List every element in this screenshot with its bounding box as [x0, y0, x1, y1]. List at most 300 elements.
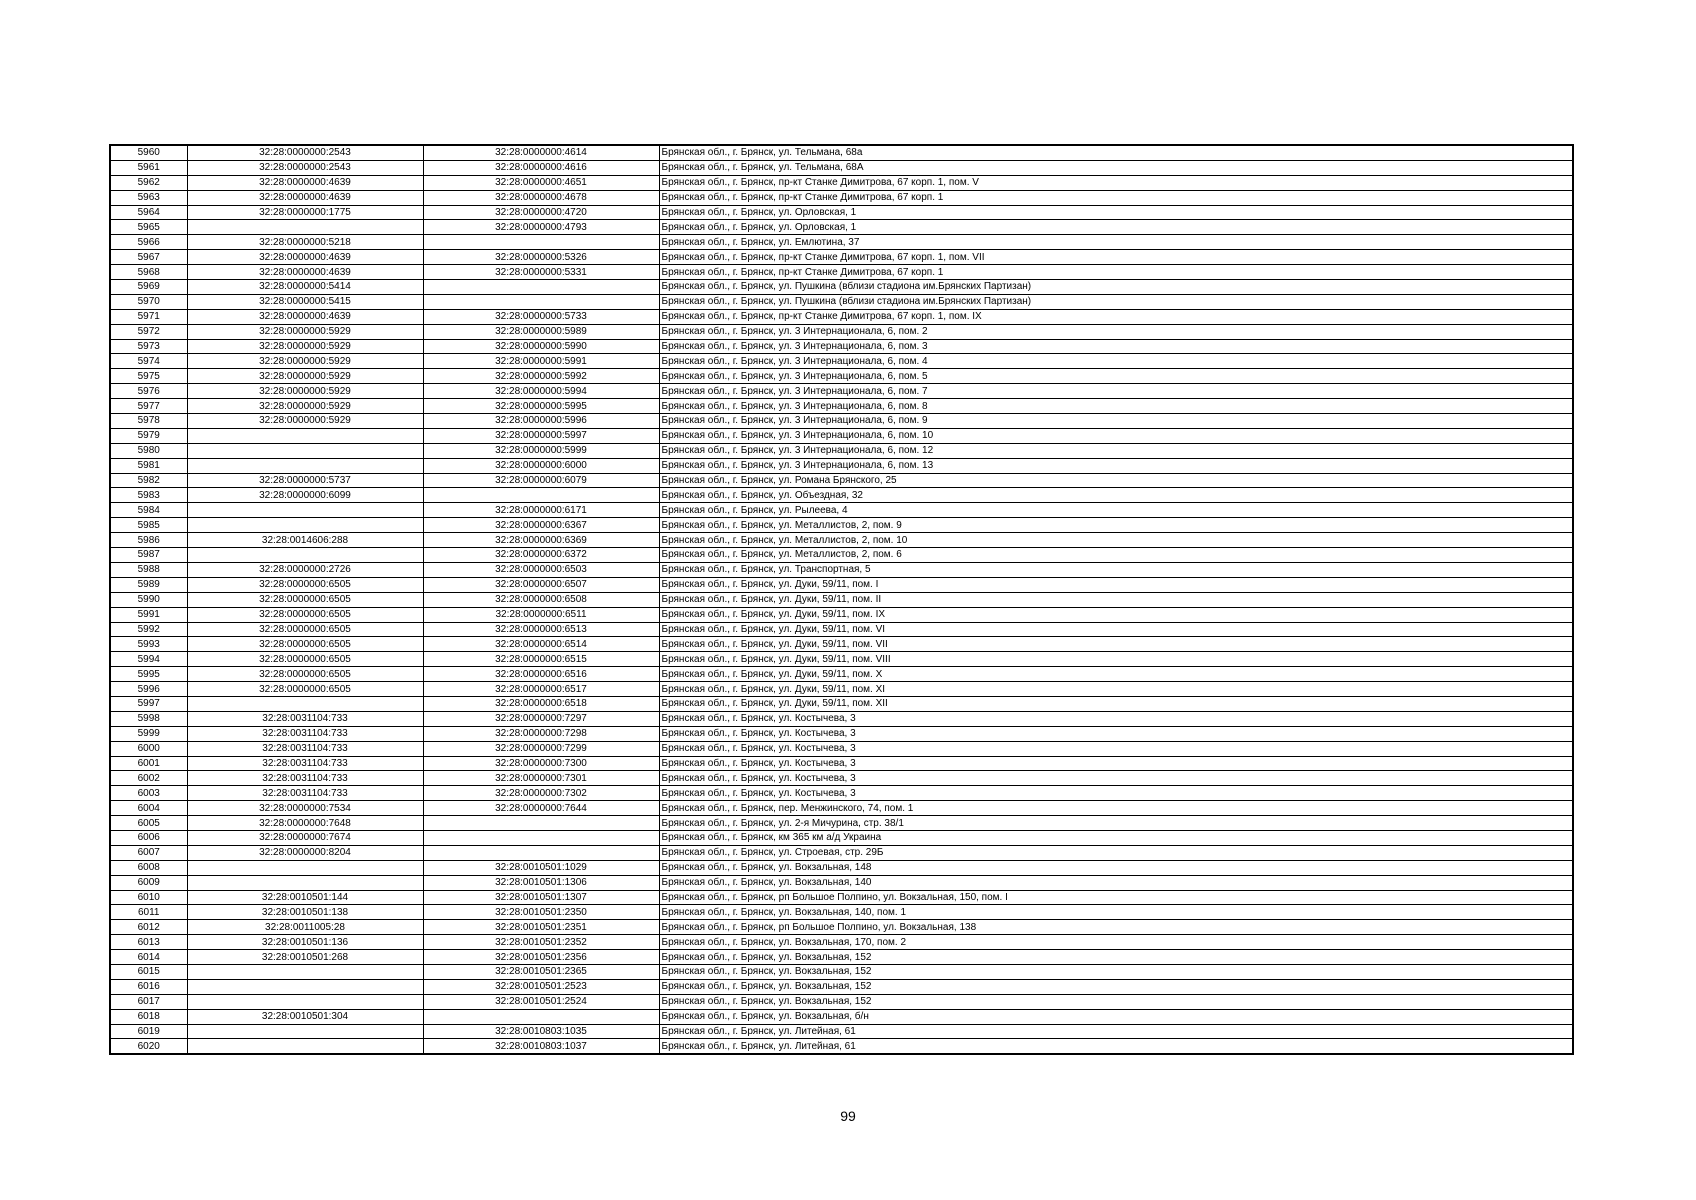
- table-row: [110, 548, 1573, 563]
- cadastral-number-cell: 32:28:0000000:6372: [423, 548, 659, 563]
- address-cell: Брянская обл., г. Брянск, ул. Емлютина, 37: [659, 235, 1573, 250]
- row-number-cell: 6016: [110, 979, 187, 994]
- parent-cadastral-number-cell: [187, 458, 423, 473]
- row-number-cell: 6013: [110, 935, 187, 950]
- table-row: [110, 711, 1573, 726]
- table-row: [110, 935, 1573, 950]
- address-cell: Брянская обл., г. Брянск, ул. Дуки, 59/11, пом. XI: [659, 682, 1573, 697]
- parent-cadastral-number-cell: 32:28:0031104:733: [187, 711, 423, 726]
- table-row: [110, 160, 1573, 175]
- address-cell: Брянская обл., г. Брянск, ул. Металлистов, 2, пом. 6: [659, 548, 1573, 563]
- cadastral-number-cell: 32:28:0000000:5996: [423, 414, 659, 429]
- row-number-cell: 5990: [110, 592, 187, 607]
- parent-cadastral-number-cell: [187, 860, 423, 875]
- address-cell: Брянская обл., г. Брянск, ул. Вокзальная, 140: [659, 875, 1573, 890]
- row-number-cell: 6015: [110, 964, 187, 979]
- row-number-cell: 5966: [110, 235, 187, 250]
- cadastral-number-cell: 32:28:0000000:5733: [423, 309, 659, 324]
- table-row: [110, 994, 1573, 1009]
- table-row: [110, 622, 1573, 637]
- cadastral-number-cell: 32:28:0010501:2351: [423, 920, 659, 935]
- table-row: [110, 443, 1573, 458]
- table-row: [110, 1009, 1573, 1024]
- address-cell: Брянская обл., г. Брянск, ул. Рылеева, 4: [659, 503, 1573, 518]
- table-row: [110, 890, 1573, 905]
- cadastral-number-cell: [423, 830, 659, 845]
- address-cell: Брянская обл., г. Брянск, ул. Вокзальная, 152: [659, 994, 1573, 1009]
- parent-cadastral-number-cell: 32:28:0000000:6505: [187, 652, 423, 667]
- table-row: [110, 235, 1573, 250]
- address-cell: Брянская обл., г. Брянск, ул. Литейная, 61: [659, 1039, 1573, 1054]
- parent-cadastral-number-cell: 32:28:0000000:4639: [187, 175, 423, 190]
- parent-cadastral-number-cell: 32:28:0000000:6505: [187, 577, 423, 592]
- address-cell: Брянская обл., г. Брянск, ул. Металлистов, 2, пом. 9: [659, 518, 1573, 533]
- row-number-cell: 5975: [110, 369, 187, 384]
- address-cell: Брянская обл., г. Брянск, ул. 3 Интернационала, 6, пом. 9: [659, 414, 1573, 429]
- row-number-cell: 5984: [110, 503, 187, 518]
- row-number-cell: 5970: [110, 294, 187, 309]
- address-cell: Брянская обл., г. Брянск, ул. Дуки, 59/11, пом. X: [659, 667, 1573, 682]
- table-row: [110, 428, 1573, 443]
- cadastral-number-cell: 32:28:0000000:4651: [423, 175, 659, 190]
- row-number-cell: 5985: [110, 518, 187, 533]
- table-row: [110, 503, 1573, 518]
- table-row: [110, 1024, 1573, 1039]
- table-row: [110, 1039, 1573, 1054]
- cadastral-number-cell: 32:28:0010501:2352: [423, 935, 659, 950]
- parent-cadastral-number-cell: 32:28:0000000:6505: [187, 592, 423, 607]
- cadastral-number-cell: 32:28:0000000:6079: [423, 473, 659, 488]
- cadastral-number-cell: 32:28:0000000:5999: [423, 443, 659, 458]
- parent-cadastral-number-cell: [187, 979, 423, 994]
- cadastral-number-cell: 32:28:0010501:1029: [423, 860, 659, 875]
- table-row: [110, 786, 1573, 801]
- parent-cadastral-number-cell: 32:28:0000000:2543: [187, 160, 423, 175]
- cadastral-number-cell: 32:28:0000000:6369: [423, 533, 659, 548]
- table-row: [110, 458, 1573, 473]
- table-row: [110, 682, 1573, 697]
- address-cell: Брянская обл., г. Брянск, ул. 3 Интернационала, 6, пом. 7: [659, 384, 1573, 399]
- address-cell: Брянская обл., г. Брянск, пр-кт Станке Димитрова, 67 корп. 1: [659, 190, 1573, 205]
- parent-cadastral-number-cell: 32:28:0000000:7534: [187, 801, 423, 816]
- table-row: [110, 696, 1573, 711]
- parent-cadastral-number-cell: 32:28:0010501:268: [187, 950, 423, 965]
- cadastral-number-cell: 32:28:0000000:5992: [423, 369, 659, 384]
- cadastral-number-cell: 32:28:0000000:5991: [423, 354, 659, 369]
- parent-cadastral-number-cell: [187, 518, 423, 533]
- table-row: [110, 875, 1573, 890]
- table-row: [110, 652, 1573, 667]
- parent-cadastral-number-cell: 32:28:0000000:7674: [187, 830, 423, 845]
- address-cell: Брянская обл., г. Брянск, ул. Вокзальная, 152: [659, 964, 1573, 979]
- cadastral-number-cell: 32:28:0000000:6367: [423, 518, 659, 533]
- row-number-cell: 5978: [110, 414, 187, 429]
- address-cell: Брянская обл., г. Брянск, ул. Пушкина (вблизи стадиона им.Брянских Партизан): [659, 294, 1573, 309]
- cadastral-number-cell: 32:28:0000000:6171: [423, 503, 659, 518]
- address-cell: Брянская обл., г. Брянск, ул. Вокзальная, 148: [659, 860, 1573, 875]
- parent-cadastral-number-cell: 32:28:0000000:5929: [187, 414, 423, 429]
- row-number-cell: 5960: [110, 145, 187, 160]
- cadastral-number-cell: 32:28:0000000:6518: [423, 696, 659, 711]
- cadastral-number-cell: [423, 1009, 659, 1024]
- parent-cadastral-number-cell: 32:28:0031104:733: [187, 756, 423, 771]
- table-row: [110, 830, 1573, 845]
- address-cell: Брянская обл., г. Брянск, ул. 3 Интернационала, 6, пом. 8: [659, 399, 1573, 414]
- cadastral-number-cell: 32:28:0000000:6513: [423, 622, 659, 637]
- cadastral-number-cell: 32:28:0000000:7301: [423, 771, 659, 786]
- row-number-cell: 6014: [110, 950, 187, 965]
- table-row: [110, 741, 1573, 756]
- parent-cadastral-number-cell: [187, 428, 423, 443]
- row-number-cell: 5980: [110, 443, 187, 458]
- parent-cadastral-number-cell: [187, 696, 423, 711]
- row-number-cell: 5962: [110, 175, 187, 190]
- parent-cadastral-number-cell: 32:28:0011005:28: [187, 920, 423, 935]
- parent-cadastral-number-cell: 32:28:0000000:5929: [187, 384, 423, 399]
- cadastral-number-cell: 32:28:0000000:5994: [423, 384, 659, 399]
- row-number-cell: 5977: [110, 399, 187, 414]
- row-number-cell: 5968: [110, 265, 187, 280]
- address-cell: Брянская обл., г. Брянск, ул. Пушкина (вблизи стадиона им.Брянских Партизан): [659, 280, 1573, 295]
- row-number-cell: 6003: [110, 786, 187, 801]
- cadastral-number-cell: 32:28:0000000:7300: [423, 756, 659, 771]
- cadastral-number-cell: 32:28:0000000:6503: [423, 562, 659, 577]
- parent-cadastral-number-cell: [187, 443, 423, 458]
- row-number-cell: 5965: [110, 220, 187, 235]
- parent-cadastral-number-cell: 32:28:0010501:144: [187, 890, 423, 905]
- parent-cadastral-number-cell: [187, 1024, 423, 1039]
- cadastral-number-cell: 32:28:0000000:4678: [423, 190, 659, 205]
- parent-cadastral-number-cell: 32:28:0031104:733: [187, 771, 423, 786]
- cadastral-number-cell: 32:28:0000000:4614: [423, 145, 659, 160]
- address-cell: Брянская обл., г. Брянск, ул. 3 Интернационала, 6, пом. 10: [659, 428, 1573, 443]
- table-row: [110, 220, 1573, 235]
- address-cell: Брянская обл., г. Брянск, ул. Литейная, 61: [659, 1024, 1573, 1039]
- table-row: [110, 190, 1573, 205]
- table-row: [110, 145, 1573, 160]
- table-row: [110, 562, 1573, 577]
- row-number-cell: 5998: [110, 711, 187, 726]
- parent-cadastral-number-cell: 32:28:0000000:2543: [187, 145, 423, 160]
- address-cell: Брянская обл., г. Брянск, ул. Вокзальная, б/н: [659, 1009, 1573, 1024]
- row-number-cell: 5989: [110, 577, 187, 592]
- cadastral-number-cell: [423, 294, 659, 309]
- cadastral-number-cell: 32:28:0000000:5331: [423, 265, 659, 280]
- table-row: [110, 756, 1573, 771]
- cadastral-number-cell: 32:28:0010803:1037: [423, 1039, 659, 1054]
- address-cell: Брянская обл., г. Брянск, ул. Дуки, 59/11, пом. II: [659, 592, 1573, 607]
- address-cell: Брянская обл., г. Брянск, ул. 2-я Мичурина, стр. 38/1: [659, 816, 1573, 831]
- row-number-cell: 5964: [110, 205, 187, 220]
- row-number-cell: 6018: [110, 1009, 187, 1024]
- cadastral-number-cell: [423, 280, 659, 295]
- cadastral-number-cell: 32:28:0010501:2350: [423, 905, 659, 920]
- table-row: [110, 533, 1573, 548]
- address-cell: Брянская обл., г. Брянск, ул. Металлистов, 2, пом. 10: [659, 533, 1573, 548]
- address-cell: Брянская обл., г. Брянск, ул. Дуки, 59/11, пом. VII: [659, 637, 1573, 652]
- parent-cadastral-number-cell: 32:28:0000000:6505: [187, 622, 423, 637]
- address-cell: Брянская обл., г. Брянск, ул. Дуки, 59/11, пом. VIII: [659, 652, 1573, 667]
- row-number-cell: 5987: [110, 548, 187, 563]
- cadastral-number-cell: 32:28:0010501:1306: [423, 875, 659, 890]
- registry-table-body: [110, 145, 1573, 1054]
- row-number-cell: 6011: [110, 905, 187, 920]
- row-number-cell: 5983: [110, 488, 187, 503]
- row-number-cell: 6000: [110, 741, 187, 756]
- cadastral-number-cell: 32:28:0010501:2523: [423, 979, 659, 994]
- table-row: [110, 250, 1573, 265]
- address-cell: Брянская обл., г. Брянск, ул. 3 Интернационала, 6, пом. 3: [659, 339, 1573, 354]
- cadastral-number-cell: 32:28:0000000:6508: [423, 592, 659, 607]
- parent-cadastral-number-cell: [187, 548, 423, 563]
- cadastral-number-cell: 32:28:0000000:7297: [423, 711, 659, 726]
- table-row: [110, 979, 1573, 994]
- table-row: [110, 607, 1573, 622]
- registry-table: [109, 144, 1574, 1055]
- address-cell: Брянская обл., г. Брянск, ул. Строевая, стр. 29Б: [659, 845, 1573, 860]
- table-row: [110, 845, 1573, 860]
- row-number-cell: 6010: [110, 890, 187, 905]
- address-cell: Брянская обл., г. Брянск, ул. Транспортная, 5: [659, 562, 1573, 577]
- parent-cadastral-number-cell: 32:28:0000000:5415: [187, 294, 423, 309]
- address-cell: Брянская обл., г. Брянск, ул. 3 Интернационала, 6, пом. 12: [659, 443, 1573, 458]
- address-cell: Брянская обл., г. Брянск, пр-кт Станке Димитрова, 67 корп. 1, пом. VII: [659, 250, 1573, 265]
- row-number-cell: 6006: [110, 830, 187, 845]
- address-cell: Брянская обл., г. Брянск, пр-кт Станке Димитрова, 67 корп. 1, пом. IX: [659, 309, 1573, 324]
- cadastral-number-cell: 32:28:0000000:6515: [423, 652, 659, 667]
- cadastral-number-cell: 32:28:0010501:2365: [423, 964, 659, 979]
- address-cell: Брянская обл., г. Брянск, ул. Дуки, 59/11, пом. VI: [659, 622, 1573, 637]
- row-number-cell: 6001: [110, 756, 187, 771]
- address-cell: Брянская обл., г. Брянск, ул. Костычева, 3: [659, 741, 1573, 756]
- table-row: [110, 339, 1573, 354]
- address-cell: Брянская обл., г. Брянск, ул. Романа Брянского, 25: [659, 473, 1573, 488]
- row-number-cell: 5993: [110, 637, 187, 652]
- row-number-cell: 5979: [110, 428, 187, 443]
- table-row: [110, 399, 1573, 414]
- table-row: [110, 294, 1573, 309]
- table-row: [110, 175, 1573, 190]
- row-number-cell: 5976: [110, 384, 187, 399]
- address-cell: Брянская обл., г. Брянск, ул. Вокзальная, 152: [659, 979, 1573, 994]
- row-number-cell: 6007: [110, 845, 187, 860]
- address-cell: Брянская обл., г. Брянск, рп Большое Полпино, ул. Вокзальная, 138: [659, 920, 1573, 935]
- parent-cadastral-number-cell: [187, 1039, 423, 1054]
- address-cell: Брянская обл., г. Брянск, ул. Орловская, 1: [659, 220, 1573, 235]
- cadastral-number-cell: 32:28:0000000:6514: [423, 637, 659, 652]
- cadastral-number-cell: 32:28:0000000:6517: [423, 682, 659, 697]
- table-row: [110, 920, 1573, 935]
- table-row: [110, 205, 1573, 220]
- table-row: [110, 637, 1573, 652]
- row-number-cell: 5973: [110, 339, 187, 354]
- row-number-cell: 5971: [110, 309, 187, 324]
- address-cell: Брянская обл., г. Брянск, ул. Тельмана, 68А: [659, 160, 1573, 175]
- row-number-cell: 5991: [110, 607, 187, 622]
- table-row: [110, 414, 1573, 429]
- cadastral-number-cell: 32:28:0000000:4793: [423, 220, 659, 235]
- address-cell: Брянская обл., г. Брянск, ул. Дуки, 59/11, пом. IX: [659, 607, 1573, 622]
- address-cell: Брянская обл., г. Брянск, ул. 3 Интернационала, 6, пом. 4: [659, 354, 1573, 369]
- row-number-cell: 5972: [110, 324, 187, 339]
- table-row: [110, 905, 1573, 920]
- row-number-cell: 5961: [110, 160, 187, 175]
- cadastral-number-cell: 32:28:0000000:5997: [423, 428, 659, 443]
- table-row: [110, 369, 1573, 384]
- row-number-cell: 6009: [110, 875, 187, 890]
- parent-cadastral-number-cell: 32:28:0000000:4639: [187, 309, 423, 324]
- address-cell: Брянская обл., г. Брянск, ул. Дуки, 59/11, пом. I: [659, 577, 1573, 592]
- cadastral-number-cell: [423, 816, 659, 831]
- cadastral-number-cell: 32:28:0010803:1035: [423, 1024, 659, 1039]
- parent-cadastral-number-cell: [187, 503, 423, 518]
- parent-cadastral-number-cell: 32:28:0000000:5929: [187, 354, 423, 369]
- cadastral-number-cell: 32:28:0000000:7302: [423, 786, 659, 801]
- cadastral-number-cell: 32:28:0000000:7644: [423, 801, 659, 816]
- cadastral-number-cell: 32:28:0000000:4616: [423, 160, 659, 175]
- table-row: [110, 667, 1573, 682]
- parent-cadastral-number-cell: 32:28:0000000:8204: [187, 845, 423, 860]
- row-number-cell: 5981: [110, 458, 187, 473]
- table-row: [110, 801, 1573, 816]
- table-row: [110, 726, 1573, 741]
- parent-cadastral-number-cell: 32:28:0000000:2726: [187, 562, 423, 577]
- address-cell: Брянская обл., г. Брянск, ул. Вокзальная, 140, пом. 1: [659, 905, 1573, 920]
- row-number-cell: 6020: [110, 1039, 187, 1054]
- address-cell: Брянская обл., г. Брянск, пр-кт Станке Димитрова, 67 корп. 1, пом. V: [659, 175, 1573, 190]
- parent-cadastral-number-cell: [187, 220, 423, 235]
- parent-cadastral-number-cell: 32:28:0000000:6505: [187, 667, 423, 682]
- cadastral-number-cell: 32:28:0000000:6511: [423, 607, 659, 622]
- parent-cadastral-number-cell: 32:28:0000000:6099: [187, 488, 423, 503]
- parent-cadastral-number-cell: 32:28:0031104:733: [187, 786, 423, 801]
- page-number: 99: [840, 1108, 856, 1124]
- row-number-cell: 5995: [110, 667, 187, 682]
- parent-cadastral-number-cell: 32:28:0000000:7648: [187, 816, 423, 831]
- row-number-cell: 5997: [110, 696, 187, 711]
- parent-cadastral-number-cell: 32:28:0000000:5929: [187, 399, 423, 414]
- address-cell: Брянская обл., г. Брянск, ул. Вокзальная, 170, пом. 2: [659, 935, 1573, 950]
- parent-cadastral-number-cell: 32:28:0031104:733: [187, 726, 423, 741]
- parent-cadastral-number-cell: 32:28:0000000:5414: [187, 280, 423, 295]
- parent-cadastral-number-cell: [187, 875, 423, 890]
- parent-cadastral-number-cell: 32:28:0000000:5929: [187, 324, 423, 339]
- table-row: [110, 280, 1573, 295]
- address-cell: Брянская обл., г. Брянск, ул. Костычева, 3: [659, 726, 1573, 741]
- parent-cadastral-number-cell: 32:28:0010501:304: [187, 1009, 423, 1024]
- parent-cadastral-number-cell: 32:28:0000000:6505: [187, 607, 423, 622]
- address-cell: Брянская обл., г. Брянск, ул. 3 Интернационала, 6, пом. 13: [659, 458, 1573, 473]
- parent-cadastral-number-cell: 32:28:0000000:4639: [187, 250, 423, 265]
- row-number-cell: 6017: [110, 994, 187, 1009]
- cadastral-number-cell: 32:28:0000000:7298: [423, 726, 659, 741]
- address-cell: Брянская обл., г. Брянск, ул. Костычева, 3: [659, 756, 1573, 771]
- row-number-cell: 5988: [110, 562, 187, 577]
- row-number-cell: 5967: [110, 250, 187, 265]
- row-number-cell: 6012: [110, 920, 187, 935]
- cadastral-number-cell: 32:28:0000000:5990: [423, 339, 659, 354]
- cadastral-number-cell: 32:28:0000000:6507: [423, 577, 659, 592]
- parent-cadastral-number-cell: [187, 994, 423, 1009]
- address-cell: Брянская обл., г. Брянск, ул. Вокзальная, 152: [659, 950, 1573, 965]
- parent-cadastral-number-cell: 32:28:0014606:288: [187, 533, 423, 548]
- table-row: [110, 354, 1573, 369]
- address-cell: Брянская обл., г. Брянск, ул. Орловская, 1: [659, 205, 1573, 220]
- row-number-cell: 6005: [110, 816, 187, 831]
- address-cell: Брянская обл., г. Брянск, ул. Тельмана, 68а: [659, 145, 1573, 160]
- table-row: [110, 518, 1573, 533]
- row-number-cell: 5969: [110, 280, 187, 295]
- row-number-cell: 5982: [110, 473, 187, 488]
- row-number-cell: 5994: [110, 652, 187, 667]
- address-cell: Брянская обл., г. Брянск, ул. Костычева, 3: [659, 786, 1573, 801]
- address-cell: Брянская обл., г. Брянск, пер. Менжинского, 74, пом. 1: [659, 801, 1573, 816]
- row-number-cell: 5996: [110, 682, 187, 697]
- parent-cadastral-number-cell: [187, 964, 423, 979]
- address-cell: Брянская обл., г. Брянск, ул. Дуки, 59/11, пом. XII: [659, 696, 1573, 711]
- parent-cadastral-number-cell: 32:28:0000000:4639: [187, 190, 423, 205]
- cadastral-number-cell: 32:28:0010501:2356: [423, 950, 659, 965]
- parent-cadastral-number-cell: 32:28:0000000:6505: [187, 637, 423, 652]
- parent-cadastral-number-cell: 32:28:0000000:6505: [187, 682, 423, 697]
- parent-cadastral-number-cell: 32:28:0010501:136: [187, 935, 423, 950]
- parent-cadastral-number-cell: 32:28:0000000:5737: [187, 473, 423, 488]
- table-row: [110, 816, 1573, 831]
- parent-cadastral-number-cell: 32:28:0010501:138: [187, 905, 423, 920]
- table-row: [110, 309, 1573, 324]
- address-cell: Брянская обл., г. Брянск, ул. Костычева, 3: [659, 711, 1573, 726]
- address-cell: Брянская обл., г. Брянск, ул. Костычева, 3: [659, 771, 1573, 786]
- row-number-cell: 5992: [110, 622, 187, 637]
- cadastral-number-cell: 32:28:0000000:6000: [423, 458, 659, 473]
- table-row: [110, 384, 1573, 399]
- row-number-cell: 6002: [110, 771, 187, 786]
- row-number-cell: 5963: [110, 190, 187, 205]
- table-row: [110, 577, 1573, 592]
- cadastral-number-cell: 32:28:0000000:7299: [423, 741, 659, 756]
- address-cell: Брянская обл., г. Брянск, ул. Объездная, 32: [659, 488, 1573, 503]
- row-number-cell: 6004: [110, 801, 187, 816]
- table-row: [110, 592, 1573, 607]
- cadastral-number-cell: [423, 845, 659, 860]
- cadastral-number-cell: 32:28:0000000:5995: [423, 399, 659, 414]
- table-row: [110, 488, 1573, 503]
- table-row: [110, 265, 1573, 280]
- address-cell: Брянская обл., г. Брянск, рп Большое Полпино, ул. Вокзальная, 150, пом. I: [659, 890, 1573, 905]
- table-row: [110, 771, 1573, 786]
- row-number-cell: 5986: [110, 533, 187, 548]
- row-number-cell: 5974: [110, 354, 187, 369]
- address-cell: Брянская обл., г. Брянск, пр-кт Станке Димитрова, 67 корп. 1: [659, 265, 1573, 280]
- table-row: [110, 964, 1573, 979]
- address-cell: Брянская обл., г. Брянск, ул. 3 Интернационала, 6, пом. 2: [659, 324, 1573, 339]
- cadastral-number-cell: 32:28:0010501:1307: [423, 890, 659, 905]
- table-row: [110, 324, 1573, 339]
- table-row: [110, 860, 1573, 875]
- row-number-cell: 6019: [110, 1024, 187, 1039]
- table-row: [110, 950, 1573, 965]
- address-cell: Брянская обл., г. Брянск, ул. 3 Интернационала, 6, пом. 5: [659, 369, 1573, 384]
- parent-cadastral-number-cell: 32:28:0031104:733: [187, 741, 423, 756]
- parent-cadastral-number-cell: 32:28:0000000:1775: [187, 205, 423, 220]
- cadastral-number-cell: 32:28:0000000:5989: [423, 324, 659, 339]
- cadastral-number-cell: [423, 235, 659, 250]
- cadastral-number-cell: 32:28:0010501:2524: [423, 994, 659, 1009]
- parent-cadastral-number-cell: 32:28:0000000:5218: [187, 235, 423, 250]
- cadastral-number-cell: 32:28:0000000:5326: [423, 250, 659, 265]
- parent-cadastral-number-cell: 32:28:0000000:4639: [187, 265, 423, 280]
- row-number-cell: 5999: [110, 726, 187, 741]
